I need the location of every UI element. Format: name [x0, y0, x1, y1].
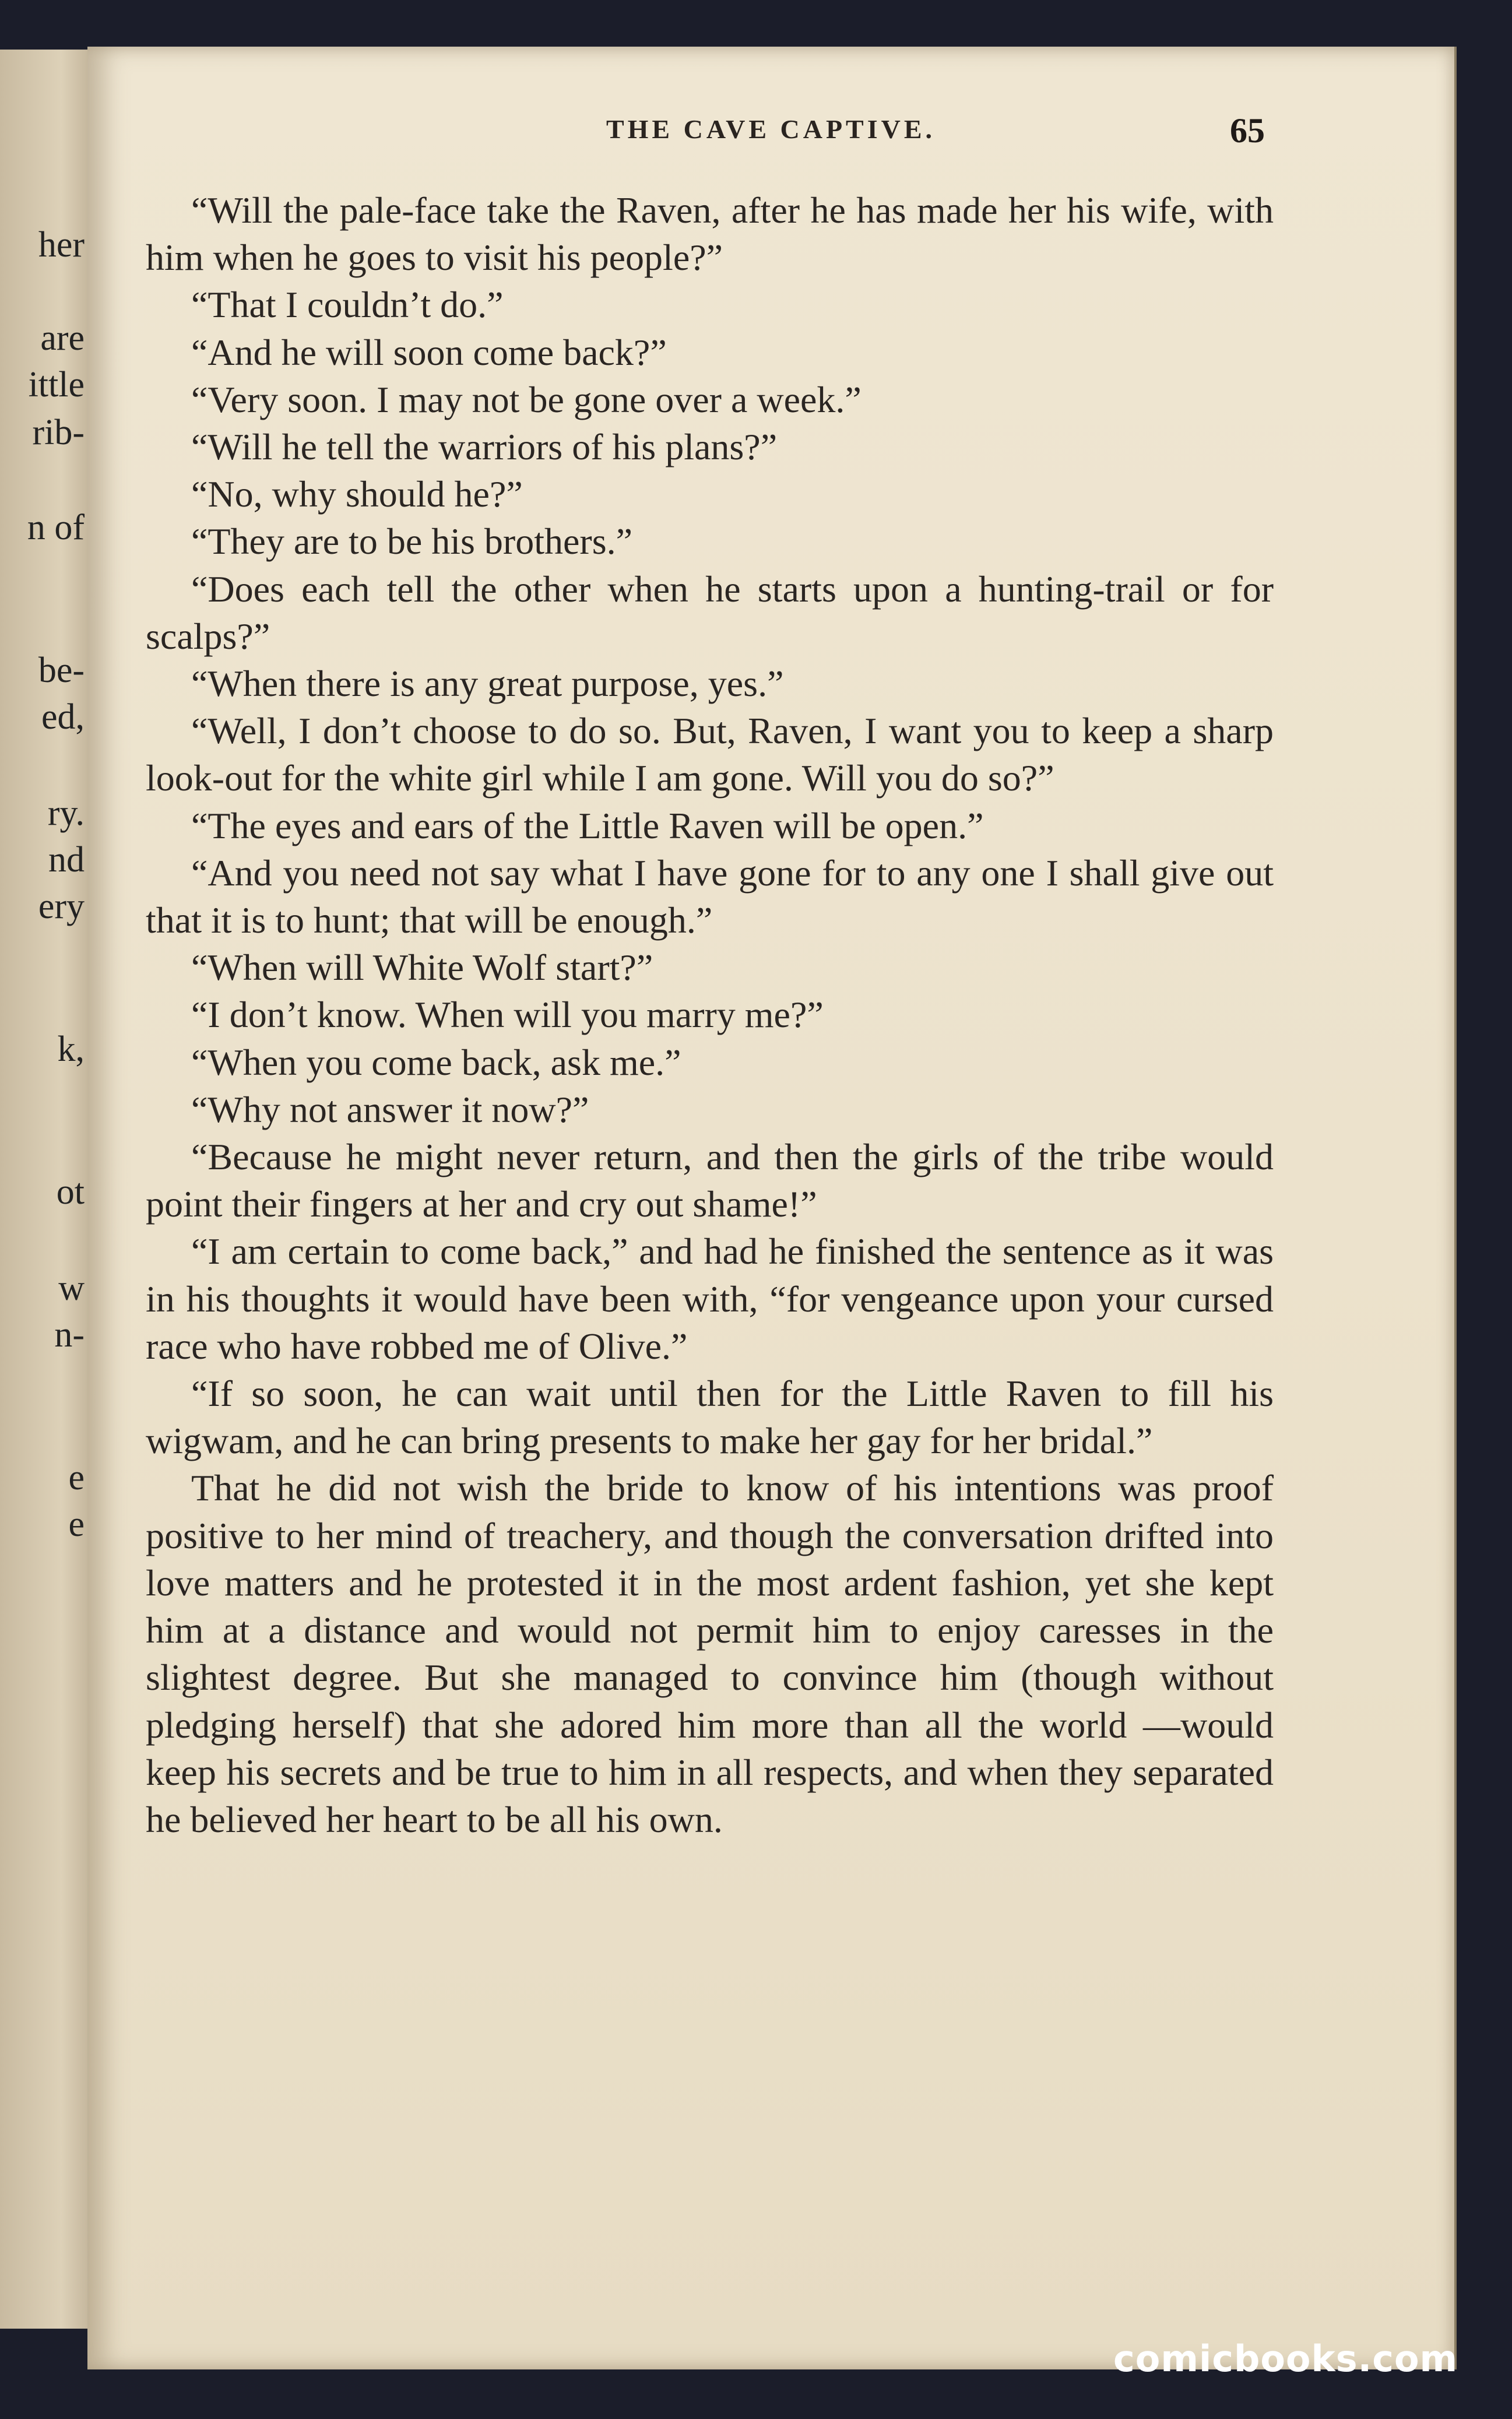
left-page-fragment: ery	[38, 887, 85, 926]
left-page-fragment: k,	[57, 1029, 85, 1069]
page-number: 65	[1230, 111, 1265, 150]
left-page-fragment: e	[68, 1504, 85, 1544]
left-page-fragment: nd	[48, 840, 85, 880]
paragraph: “Because he might never return, and then the girls of the tribe would point their fingers at her and cry out shame!”	[146, 1136, 1274, 1225]
paragraph: “Well, I don’t choose to do so. But, Raven, I want you to keep a sharp look-out for the white girl while I am gone. Will you do so?”	[146, 710, 1274, 799]
paragraph: “Will he tell the warriors of his plans?”	[191, 426, 778, 468]
left-page-fragment: ry.	[47, 793, 85, 833]
paragraph: “No, why should he?”	[191, 473, 523, 515]
paragraph: “I am certain to come back,” and had he finished the sentence as it was in his thoughts it would have been with, “for vengeance upon your cursed race who have robbed me of Olive.”	[146, 1230, 1274, 1367]
paragraph: “When there is any great purpose, yes.”	[191, 663, 784, 705]
paragraph: “Why not answer it now?”	[191, 1088, 589, 1130]
paragraph: “If so soon, he can wait until then for the Little Raven to fill his wigwam, and he can bring presents to make her gay for her bridal.”	[146, 1373, 1274, 1462]
watermark: comicbooks.com	[1113, 2337, 1458, 2380]
paragraph: “Will the pale-face take the Raven, after he has made her his wife, with him when he goes to visit his people?”	[146, 189, 1274, 279]
paragraph: “Very soon. I may not be gone over a week.”	[191, 378, 862, 420]
paragraph: That he did not wish the bride to know of his intentions was proof positive to her mind of treachery, and though the conversation drifted into love matters and he protested it in the most ardent fashion, yet she kept him at a distance and would not permit him to enjoy caresses in the slightest degree. But she managed to convince him (though without pledging herself) that she adored him more than all the world —would keep his secrets and be true to him in all respects, and when they separated he believed her heart to be all his own.	[146, 1467, 1274, 1840]
left-page-fragment: n of	[27, 508, 85, 547]
paragraph: “That I couldn’t do.”	[191, 284, 504, 326]
paragraph: “And you need not say what I have gone for to any one I shall give out that it is to hunt; that will be enough.”	[146, 852, 1274, 941]
paragraph: “When you come back, ask me.”	[191, 1041, 681, 1083]
paragraph: “And he will soon come back?”	[191, 331, 667, 373]
left-page-fragment: ittle	[28, 365, 85, 405]
paragraph: “They are to be his brothers.”	[191, 521, 633, 562]
left-page-fragment: be-	[38, 651, 85, 690]
left-page-fragment: rib-	[32, 413, 85, 452]
book-page	[87, 47, 1457, 2369]
left-page-fragment: e	[68, 1458, 85, 1497]
left-page-fragment: w	[58, 1268, 85, 1308]
left-page-fragment: ot	[56, 1172, 85, 1212]
left-page-fragment: n-	[54, 1315, 85, 1355]
body-text	[146, 187, 1274, 1843]
paragraph: “I don’t know. When will you marry me?”	[191, 994, 824, 1036]
left-page-fragment: are	[40, 318, 85, 358]
paragraph: “Does each tell the other when he starts upon a hunting-trail or for scalps?”	[146, 568, 1274, 657]
left-page-fragment: her	[38, 225, 85, 265]
left-page-fragment: ed,	[41, 697, 85, 737]
paragraph: “The eyes and ears of the Little Raven will be open.”	[191, 804, 984, 846]
running-head: THE CAVE CAPTIVE.	[606, 114, 936, 144]
paragraph: “When will White Wolf start?”	[191, 947, 653, 989]
